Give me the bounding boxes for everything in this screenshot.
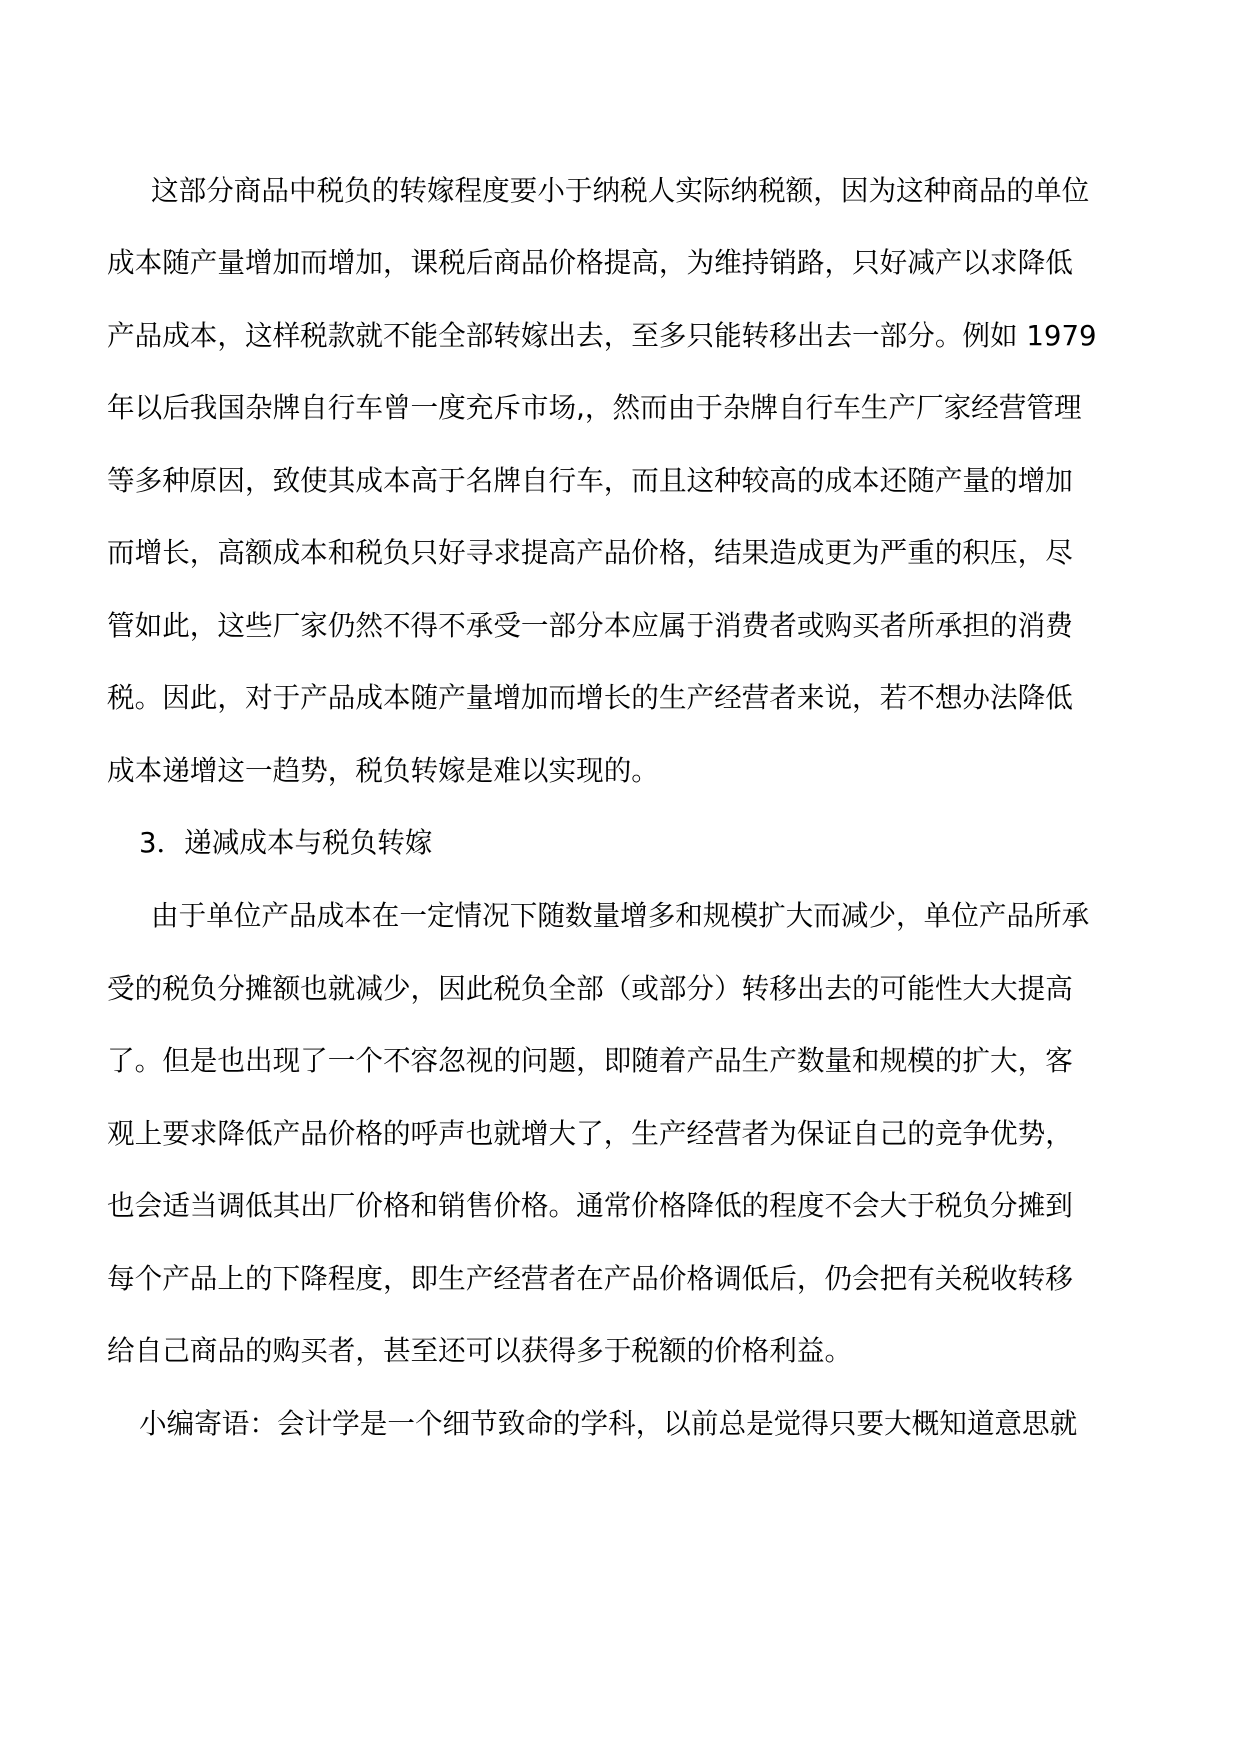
paragraph-2-line-5: 也会适当调低其出厂价格和销售价格。通常价格降低的程度不会大于税负分摊到 [107, 1189, 1073, 1222]
paragraph-2-line-7: 给自己商品的购买者，甚至还可以获得多于税额的价格利益。 [107, 1334, 853, 1367]
paragraph-2-line-3: 了。但是也出现了一个不容忽视的问题，即随着产品生产数量和规模的扩大，客 [107, 1044, 1073, 1077]
paragraph-1-line-4: 年以后我国杂牌自行车曾一度充斥市场,，然而由于杂牌自行车生产厂家经营管理 [107, 391, 1082, 424]
paragraph-1-line-1: 这部分商品中税负的转嫁程度要小于纳税人实际纳税额，因为这种商品的单位 [151, 174, 1090, 207]
paragraph-1-line-7: 管如此，这些厂家仍然不得不承受一部分本应属于消费者或购买者所承担的消费 [107, 609, 1073, 642]
paragraph-1-line-6: 而增长，高额成本和税负只好寻求提高产品价格，结果造成更为严重的积压，尽 [107, 536, 1073, 569]
paragraph-1-line-2: 成本随产量增加而增加，课税后商品价格提高，为维持销路，只好减产以求降低 [107, 246, 1073, 279]
paragraph-1-line-3: 产品成本，这样税款就不能全部转嫁出去，至多只能转移出去一部分。例如 1979 [107, 319, 1097, 352]
section-heading: 3．递减成本与税负转嫁 [139, 826, 433, 859]
paragraph-2-line-2: 受的税负分摊额也就减少，因此税负全部（或部分）转移出去的可能性大大提高 [107, 972, 1073, 1005]
paragraph-2-line-1: 由于单位产品成本在一定情况下随数量增多和规模扩大而减少，单位产品所承 [151, 899, 1090, 932]
paragraph-2-line-4: 观上要求降低产品价格的呼声也就增大了，生产经营者为保证自己的竞争优势， [107, 1117, 1073, 1150]
paragraph-1-line-5: 等多种原因，致使其成本高于名牌自行车，而且这种较高的成本还随产量的增加 [107, 464, 1073, 497]
paragraph-1-line-9: 成本递增这一趋势，税负转嫁是难以实现的。 [107, 754, 659, 787]
paragraph-3-line-1: 小编寄语：会计学是一个细节致命的学科，以前总是觉得只要大概知道意思就 [139, 1407, 1078, 1440]
paragraph-1-line-8: 税。因此，对于产品成本随产量增加而增长的生产经营者来说，若不想办法降低 [107, 681, 1073, 714]
paragraph-2-line-6: 每个产品上的下降程度，即生产经营者在产品价格调低后，仍会把有关税收转移 [107, 1262, 1073, 1295]
